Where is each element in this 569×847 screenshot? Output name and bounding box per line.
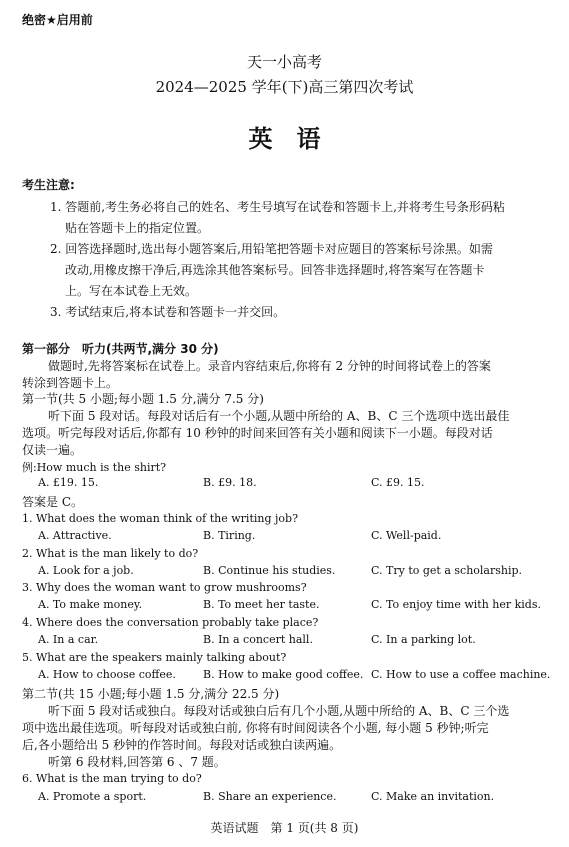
q3-option-b: B. To meet her taste. xyxy=(203,598,320,611)
notice-item-2-line-3: 上。写在本试卷上无效。 xyxy=(65,284,198,298)
q4-option-c: C. In a parking lot. xyxy=(371,633,476,646)
section2-instr-line-1: 听下面 5 段对话或独白。每段对话或独白后有几个小题,从题中所给的 A、B、C 三个选 xyxy=(48,704,510,718)
q5-option-c: C. How to use a coffee machine. xyxy=(371,668,551,681)
page-footer: 英语试题 第 1 页(共 8 页) xyxy=(210,821,359,835)
question-6: 6. What is the man trying to do? xyxy=(22,772,202,785)
part1-intro-line-2: 转涂到答题卡上。 xyxy=(22,376,119,390)
section2-instr-line-3: 后,各小题给出 5 秒钟的作答时间。每段对话或独白读两遍。 xyxy=(22,738,342,752)
question-5: 5. What are the speakers mainly talking about? xyxy=(22,651,287,664)
q3-option-c: C. To enjoy time with her kids. xyxy=(371,598,541,611)
q4-option-a: A. In a car. xyxy=(38,633,99,646)
q5-option-a: A. How to choose coffee. xyxy=(38,668,176,681)
q1-option-c: C. Well-paid. xyxy=(371,529,442,542)
q6-option-a: A. Promote a sport. xyxy=(38,790,147,803)
q1-option-b: B. Tiring. xyxy=(203,529,256,542)
q5-option-b: B. How to make good coffee. xyxy=(203,668,364,681)
section1-title: 第一节(共 5 小题;每小题 1.5 分,满分 7.5 分) xyxy=(22,392,264,406)
q1-option-a: A. Attractive. xyxy=(38,529,112,542)
part1-intro-line-1: 做题时,先将答案标在试卷上。录音内容结束后,你将有 2 分钟的时间将试卷上的答案 xyxy=(48,359,491,373)
notice-item-2-line-2: 改动,用橡皮擦干净后,再选涂其他答案标号。回答非选择题时,将答案写在答题卡 xyxy=(65,263,485,277)
notice-title: 考生注意: xyxy=(22,178,75,192)
question-4: 4. Where does the conversation probably take place? xyxy=(22,616,319,629)
section2-instr-line-2: 项中选出最佳选项。听每段对话或独白前, 你将有时间阅读各个小题, 每小题 5 秒钟;听完 xyxy=(22,721,489,735)
example-answer: 答案是 C。 xyxy=(22,495,83,509)
q4-option-b: B. In a concert hall. xyxy=(203,633,313,646)
notice-item-2-line-1: 2. 回答选择题时,选出每小题答案后,用铅笔把答题卡对应题目的答案标号涂黑。如需 xyxy=(50,242,493,256)
notice-item-1-line-2: 贴在答题卡上的指定位置。 xyxy=(65,221,210,235)
q6-option-c: C. Make an invitation. xyxy=(371,790,495,803)
part1-title: 第一部分 听力(共两节,满分 30 分) xyxy=(22,342,219,356)
q2-option-b: B. Continue his studies. xyxy=(203,564,336,577)
example-option-a: A. £19. 15. xyxy=(38,476,99,489)
exam-title: 2024—2025 学年(下)高三第四次考试 xyxy=(155,78,414,96)
question-3: 3. Why does the woman want to grow mushrooms? xyxy=(22,581,307,594)
question-2: 2. What is the man likely to do? xyxy=(22,547,199,560)
example-question: 例:How much is the shirt? xyxy=(22,461,167,474)
question-1: 1. What does the woman think of the writing job? xyxy=(22,512,298,525)
example-option-b: B. £9. 18. xyxy=(203,476,257,489)
section2-title: 第二节(共 15 小题;每小题 1.5 分,满分 22.5 分) xyxy=(22,687,280,701)
section1-instr-line-1: 听下面 5 段对话。每段对话后有一个小题,从题中所给的 A、B、C 三个选项中选出最佳 xyxy=(48,409,510,423)
subject-title: 英 语 xyxy=(248,124,321,153)
section2-material: 听第 6 段材料,回答第 6 、7 题。 xyxy=(48,755,226,769)
org-title: 天一小高考 xyxy=(246,53,322,71)
q2-option-a: A. Look for a job. xyxy=(38,564,134,577)
q6-option-b: B. Share an experience. xyxy=(203,790,337,803)
q2-option-c: C. Try to get a scholarship. xyxy=(371,564,523,577)
q3-option-a: A. To make money. xyxy=(38,598,143,611)
example-option-c: C. £9. 15. xyxy=(371,476,425,489)
section1-instr-line-2: 选项。听完每段对话后,你都有 10 秒钟的时间来回答有关小题和阅读下一小题。每段对话 xyxy=(22,426,493,440)
notice-item-1-line-1: 1. 答题前,考生务必将自己的姓名、考生号填写在试卷和答题卡上,并将考生号条形码粘 xyxy=(50,200,505,214)
confidential-label: 绝密★启用前 xyxy=(22,13,93,27)
section1-instr-line-3: 仅读一遍。 xyxy=(22,443,83,457)
notice-item-3-line-1: 3. 考试结束后,将本试卷和答题卡一并交回。 xyxy=(50,305,286,319)
